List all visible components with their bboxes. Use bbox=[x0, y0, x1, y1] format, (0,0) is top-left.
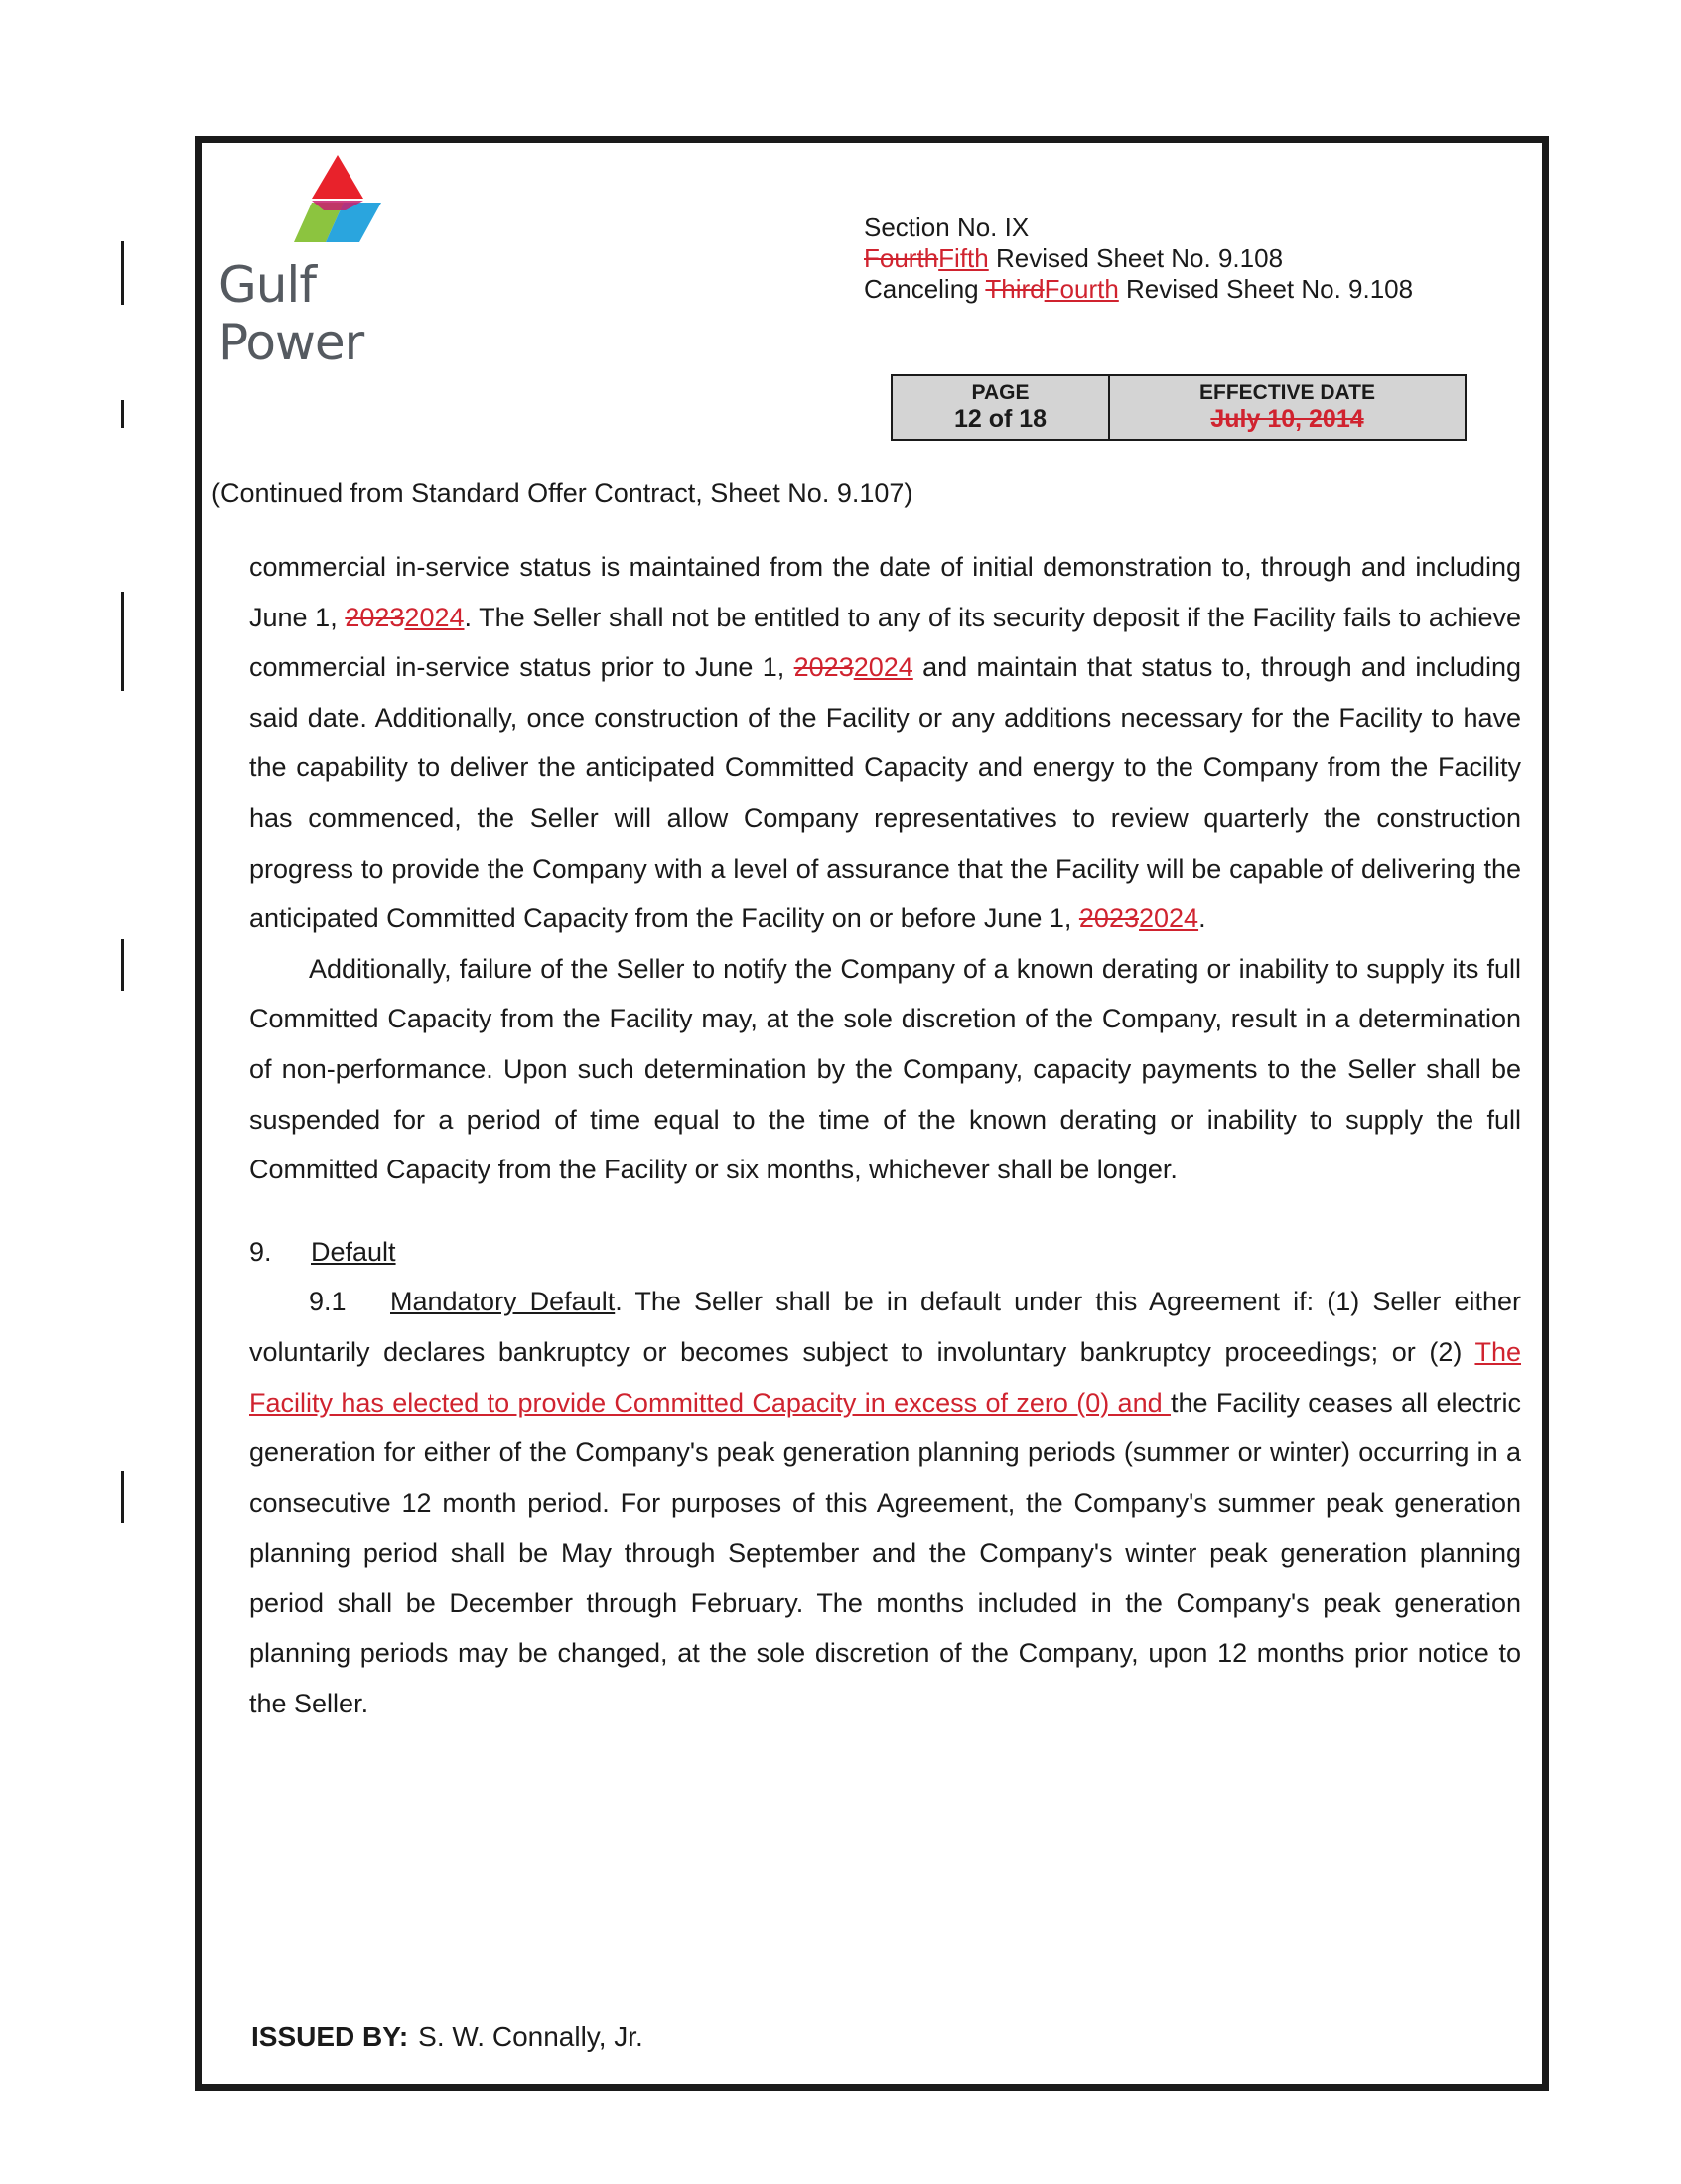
company-logo bbox=[218, 155, 467, 371]
inserted-text: Fifth bbox=[938, 243, 989, 273]
effective-date-cell bbox=[1110, 376, 1465, 439]
subsection-title: Mandatory Default bbox=[390, 1287, 616, 1317]
subsection-number: 9.1 bbox=[309, 1287, 347, 1317]
effective-date-value: July 10, 2014 bbox=[1210, 405, 1364, 433]
revision-bar bbox=[121, 1471, 124, 1523]
inserted-text: The Facility has elected to provide Committed Capacity in excess of zero (0) and bbox=[249, 1336, 1521, 1418]
section-title: Default bbox=[311, 1236, 396, 1267]
deleted-text: 2023 bbox=[793, 652, 854, 683]
paragraph-text: . bbox=[1198, 903, 1206, 934]
contract-body bbox=[249, 542, 1521, 1729]
paragraph-text: . The Seller shall not be entitled to any of its security deposit if the Facility fails to achieve commercial in-service status prior to June 1, bbox=[249, 602, 1521, 683]
paragraph-text: commercial in-service status is maintained from the date of initial demonstration to, through and including June 1, bbox=[249, 552, 1521, 632]
issued-by-name: S. W. Connally, Jr. bbox=[418, 2021, 643, 2052]
logo-triangle-icon bbox=[286, 155, 389, 242]
section-heading bbox=[249, 1227, 1521, 1278]
deleted-text: Fourth bbox=[864, 243, 939, 273]
sheet-line-text: Revised Sheet No. 9.108 bbox=[988, 243, 1284, 273]
paragraph-text: the Facility ceases all electric generation for either of the Company's peak generation planning periods (summer or winter) occurring in a consecutive 12 month period. For purposes of this Agreement, the Company's summer peak generation planning period shall be May through September and the Company's winter peak generation planning period shall be December through February. The months included in the Company's peak generation planning periods may be changed, at the sole discretion of the Company, upon 12 months prior notice to the Seller. bbox=[249, 1387, 1521, 1719]
paragraph-text: and maintain that status to, through and including said date. Additionally, once construction of the Facility or any additions necessary for the Facility to have the capability to deliver the anticipated Committed Capacity and energy to the Company from the Facility has commenced, the Seller will allow Company representatives to review quarterly the construction progress to provide the Company with a level of assurance that the Facility will be capable of delivering the anticipated Committed Capacity from the Facility on or before June 1, bbox=[249, 652, 1521, 934]
inserted-text: Fourth bbox=[1044, 274, 1119, 304]
section-number: Section No. IX bbox=[864, 212, 1030, 242]
cancel-prefix: Canceling bbox=[864, 274, 986, 304]
page-cell bbox=[893, 376, 1110, 439]
revision-bar bbox=[121, 592, 124, 691]
paragraph: Additionally, failure of the Seller to notify the Company of a known derating or inability to supply its full Committed Capacity from the Facility may, at the sole discretion of the Company, result in a determination of non-performance. Upon such determination by the Company, capacity payments to the Seller shall be suspended for a period of time equal to the time of the known derating or inability to supply the full Committed Capacity from the Facility or six months, whichever shall be longer. bbox=[249, 953, 1521, 1185]
deleted-text: Third bbox=[985, 274, 1045, 304]
revision-bar bbox=[121, 939, 124, 991]
issued-by-label: ISSUED BY: bbox=[251, 2021, 409, 2052]
page-effective-box bbox=[891, 374, 1467, 441]
cancel-line-text: Revised Sheet No. 9.108 bbox=[1118, 274, 1414, 304]
deleted-text: 2023 bbox=[345, 602, 405, 632]
inserted-text: 2024 bbox=[853, 652, 913, 683]
canceling-sheet-line bbox=[864, 274, 1413, 305]
continued-note: (Continued from Standard Offer Contract, Sheet No. 9.107) bbox=[211, 478, 913, 508]
sheet-info bbox=[864, 212, 1413, 305]
page-value: 12 of 18 bbox=[953, 405, 1048, 433]
deleted-text: 2023 bbox=[1078, 903, 1139, 934]
effective-date-label: EFFECTIVE DATE bbox=[1199, 381, 1375, 404]
section-number: 9. bbox=[249, 1236, 272, 1267]
paragraph-text: . The Seller shall be in default under this Agreement if: (1) Seller either voluntarily declares bankruptcy or becomes subject to involuntary bankruptcy proceedings; or (2) bbox=[249, 1287, 1521, 1367]
issued-by bbox=[251, 2021, 643, 2053]
paragraph bbox=[249, 542, 1521, 944]
revision-bar bbox=[121, 400, 124, 428]
company-name: Gulf Power bbox=[218, 256, 364, 371]
page-label: PAGE bbox=[971, 381, 1030, 404]
inserted-text: 2024 bbox=[1138, 903, 1199, 934]
subsection bbox=[249, 1277, 1521, 1728]
revision-bar bbox=[121, 241, 124, 305]
inserted-text: 2024 bbox=[404, 602, 465, 632]
revised-sheet-line bbox=[864, 243, 1413, 274]
